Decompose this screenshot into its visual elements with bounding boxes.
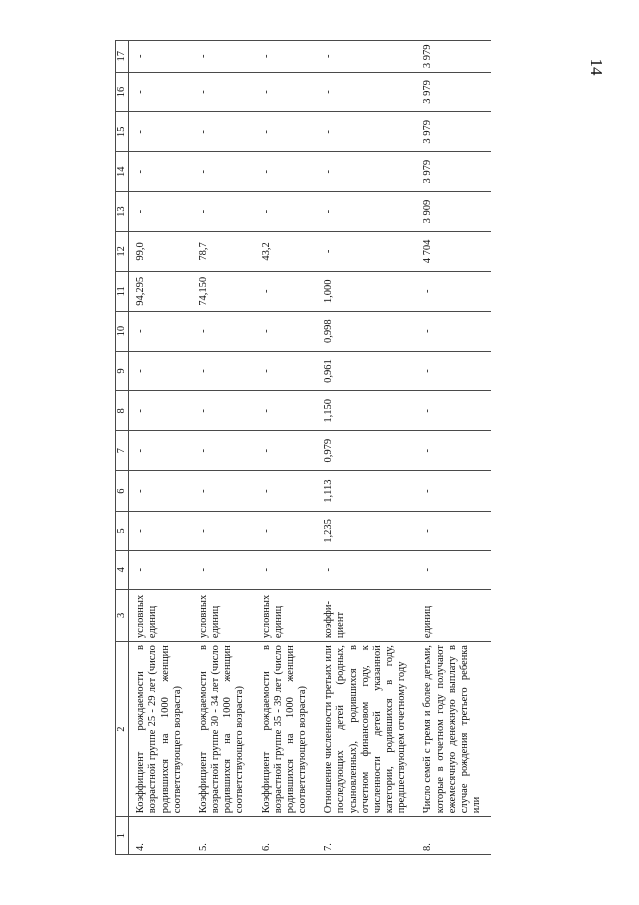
indicator-name (255, 642, 318, 817)
value-cell (416, 512, 491, 551)
value-cell-text: - (260, 529, 272, 533)
indicator-name (416, 642, 491, 817)
value-cell-text: - (422, 329, 434, 333)
value-cell (317, 391, 416, 431)
value-cell (255, 431, 318, 471)
row-number (317, 817, 416, 855)
value-cell-text: 99,0 (135, 242, 147, 261)
value-cell-text: - (260, 130, 272, 134)
table-row (255, 41, 318, 855)
value-cell (416, 112, 491, 152)
value-cell (255, 351, 318, 391)
value-cell-text: - (323, 169, 335, 174)
value-cell-text: - (323, 90, 335, 94)
value-cell (416, 391, 491, 431)
value-cell (317, 41, 416, 73)
value-cell-text: 0,979 (323, 438, 335, 463)
unit-of-measure (416, 589, 491, 641)
value-cell-text: - (197, 329, 209, 333)
value-cell (416, 231, 491, 271)
row-number (192, 817, 255, 855)
value-cell (255, 152, 318, 192)
value-cell-text: - (197, 130, 209, 134)
column-number: 17 (116, 41, 129, 73)
indicator-name (192, 642, 255, 817)
unit-of-measure-text: условных единиц (197, 594, 222, 639)
value-cell (255, 192, 318, 232)
value-cell-text: - (422, 369, 434, 373)
indicator-name-text: Отношение численности третьих или последующих детей (родных, усыновленных), родившихся в отчетном финансовом году, к численности детей указанной категории, родившихся в году, предшествующем отчетному году (323, 645, 408, 814)
value-cell-text: 3 979 (422, 159, 434, 184)
value-cell (416, 192, 491, 232)
indicator-name-text: Коэффициент рождаемости в возрастной группе 25 - 29 лет (число родившихся на 1000 женщин соответствующего возраста) (135, 645, 183, 814)
value-cell (317, 192, 416, 232)
row-number-text: 5. (197, 843, 209, 851)
value-cell-text: - (135, 329, 147, 333)
value-cell-text: - (197, 409, 209, 413)
value-cell (416, 351, 491, 391)
value-cell-text: 43,2 (260, 242, 272, 261)
value-cell (317, 512, 416, 551)
value-cell-text: - (260, 489, 272, 493)
value-cell-text: - (135, 369, 147, 373)
value-cell-text: - (135, 489, 147, 493)
value-cell-text: - (422, 448, 434, 453)
value-cell (317, 431, 416, 471)
value-cell-text: - (135, 529, 147, 533)
value-cell-text: - (323, 568, 335, 572)
value-cell (317, 152, 416, 192)
value-cell-text: - (260, 90, 272, 94)
value-cell-text: 0,961 (323, 359, 335, 383)
value-cell (255, 72, 318, 112)
value-cell (192, 152, 255, 192)
value-cell-text: - (197, 529, 209, 533)
value-cell (192, 72, 255, 112)
column-number: 14 (116, 152, 129, 192)
value-cell-text: 94,295 (135, 276, 147, 306)
column-number: 5 (116, 512, 129, 551)
value-cell-text: 3 979 (422, 120, 434, 144)
value-cell (192, 550, 255, 589)
indicator-name-text: Коэффициент рождаемости в возрастной группе 30 - 34 лет (число родившихся на 1000 женщин соответствующего возраста) (197, 645, 246, 814)
value-cell-text: - (197, 209, 209, 214)
column-number: 4 (116, 550, 129, 589)
value-cell-text: 1,150 (323, 399, 335, 423)
value-cell (255, 311, 318, 351)
unit-of-measure-text: условных единиц (135, 594, 159, 639)
page-number: 14 (587, 58, 606, 76)
value-cell (255, 41, 318, 73)
unit-of-measure (129, 589, 192, 641)
value-cell (192, 311, 255, 351)
table-row (416, 41, 491, 855)
value-cell (255, 550, 318, 589)
value-cell (317, 471, 416, 512)
unit-of-measure-text: единиц (422, 605, 434, 639)
value-cell (317, 271, 416, 311)
unit-of-measure-text: коэффи-циент (323, 601, 347, 639)
value-cell (192, 231, 255, 271)
column-number: 16 (116, 72, 129, 112)
value-cell-text: 1,235 (323, 519, 335, 543)
value-cell-text: - (197, 169, 209, 174)
value-cell-text: - (135, 568, 147, 572)
column-number: 11 (116, 271, 129, 311)
value-cell (317, 550, 416, 589)
row-number-text: 6. (260, 843, 272, 851)
column-number: 6 (116, 471, 129, 512)
value-cell-text: 3 979 (422, 44, 434, 69)
indicator-name-text: Число семей с тремя и более детьми, которые в отчетном году получают ежемесячную денежную выплату в случае рождения третьего ребенка или (422, 645, 483, 814)
table-row (192, 41, 255, 855)
value-cell (192, 471, 255, 512)
value-cell-text: - (260, 169, 272, 174)
value-cell-text: - (135, 54, 147, 59)
column-number: 2 (116, 642, 129, 817)
indicator-name-text: Коэффициент рождаемости в возрастной группе 35 - 39 лет (число родившихся на 1000 женщин соответствующего возраста) (260, 645, 309, 814)
value-cell-text: - (260, 448, 272, 453)
value-cell (192, 351, 255, 391)
value-cell-text: - (135, 169, 147, 174)
value-cell-text: 1,000 (323, 279, 335, 304)
value-cell (129, 391, 192, 431)
value-cell-text: - (260, 209, 272, 214)
value-cell-text: - (260, 329, 272, 333)
value-cell (255, 512, 318, 551)
value-cell (255, 271, 318, 311)
value-cell (255, 112, 318, 152)
value-cell-text: 74,150 (197, 276, 209, 306)
value-cell-text: - (135, 209, 147, 214)
value-cell (192, 512, 255, 551)
value-cell-text: - (135, 90, 147, 94)
value-cell-text: 78,7 (197, 242, 209, 261)
column-number: 7 (116, 431, 129, 471)
value-cell (416, 471, 491, 512)
value-cell (317, 311, 416, 351)
value-cell (416, 431, 491, 471)
column-number: 10 (116, 311, 129, 351)
value-cell (255, 471, 318, 512)
value-cell (129, 72, 192, 112)
value-cell-text: 1,113 (323, 479, 335, 503)
value-cell (317, 72, 416, 112)
value-cell (129, 231, 192, 271)
value-cell (416, 152, 491, 192)
value-cell-text: 3 979 (422, 80, 434, 104)
value-cell-text: - (323, 249, 335, 254)
value-cell (129, 550, 192, 589)
value-cell (129, 192, 192, 232)
value-cell (129, 271, 192, 311)
value-cell (192, 271, 255, 311)
value-cell-text: - (260, 369, 272, 373)
value-cell-text: - (260, 409, 272, 413)
value-cell-text: - (422, 568, 434, 572)
row-number-text: 8. (422, 843, 434, 851)
value-cell (192, 192, 255, 232)
value-cell (416, 41, 491, 73)
indicator-name (317, 642, 416, 817)
value-cell-text: 0,998 (323, 319, 335, 343)
value-cell (129, 471, 192, 512)
value-cell-text: - (135, 409, 147, 413)
value-cell (129, 431, 192, 471)
value-cell (129, 112, 192, 152)
value-cell (129, 351, 192, 391)
value-cell-text: - (135, 448, 147, 453)
unit-of-measure (317, 589, 416, 641)
value-cell (192, 41, 255, 73)
table-row (317, 41, 416, 855)
table-row (129, 41, 192, 855)
column-number: 12 (116, 231, 129, 271)
column-number: 1 (116, 817, 129, 855)
data-table (115, 40, 491, 855)
value-cell-text: - (197, 54, 209, 59)
column-number: 9 (116, 351, 129, 391)
value-cell (192, 391, 255, 431)
row-number (129, 817, 192, 855)
value-cell-text: - (323, 209, 335, 214)
rotated-table-wrapper (115, 40, 525, 855)
value-cell-text: - (323, 130, 335, 134)
value-cell (255, 231, 318, 271)
value-cell (317, 112, 416, 152)
value-cell-text: - (323, 54, 335, 59)
unit-of-measure (255, 589, 318, 641)
row-number (255, 817, 318, 855)
value-cell (317, 351, 416, 391)
column-number: 3 (116, 589, 129, 641)
value-cell-text: - (422, 409, 434, 413)
value-cell-text: - (260, 568, 272, 572)
value-cell (317, 231, 416, 271)
value-cell (192, 431, 255, 471)
column-number: 8 (116, 391, 129, 431)
value-cell-text: 3 909 (422, 199, 434, 224)
value-cell-text: - (422, 489, 434, 493)
value-cell (416, 550, 491, 589)
value-cell-text: - (422, 529, 434, 533)
value-cell-text: - (197, 90, 209, 94)
value-cell-text: 4 704 (422, 239, 434, 264)
column-number: 13 (116, 192, 129, 232)
value-cell-text: - (197, 489, 209, 493)
row-number (416, 817, 491, 855)
value-cell-text: - (197, 448, 209, 453)
column-number: 15 (116, 112, 129, 152)
unit-of-measure (192, 589, 255, 641)
row-number-text: 4. (135, 843, 147, 851)
value-cell (129, 152, 192, 192)
indicator-name (129, 642, 192, 817)
value-cell-text: - (422, 289, 434, 294)
value-cell (416, 311, 491, 351)
value-cell (192, 112, 255, 152)
value-cell (416, 271, 491, 311)
value-cell (416, 72, 491, 112)
unit-of-measure-text: условных единиц (260, 594, 284, 639)
value-cell (129, 512, 192, 551)
value-cell-text: - (197, 568, 209, 572)
value-cell-text: - (260, 289, 272, 294)
value-cell-text: - (197, 369, 209, 373)
value-cell-text: - (135, 130, 147, 134)
value-cell-text: - (260, 54, 272, 59)
value-cell (255, 391, 318, 431)
value-cell (129, 41, 192, 73)
header-number-row (116, 41, 129, 855)
value-cell (129, 311, 192, 351)
row-number-text: 7. (323, 843, 335, 851)
